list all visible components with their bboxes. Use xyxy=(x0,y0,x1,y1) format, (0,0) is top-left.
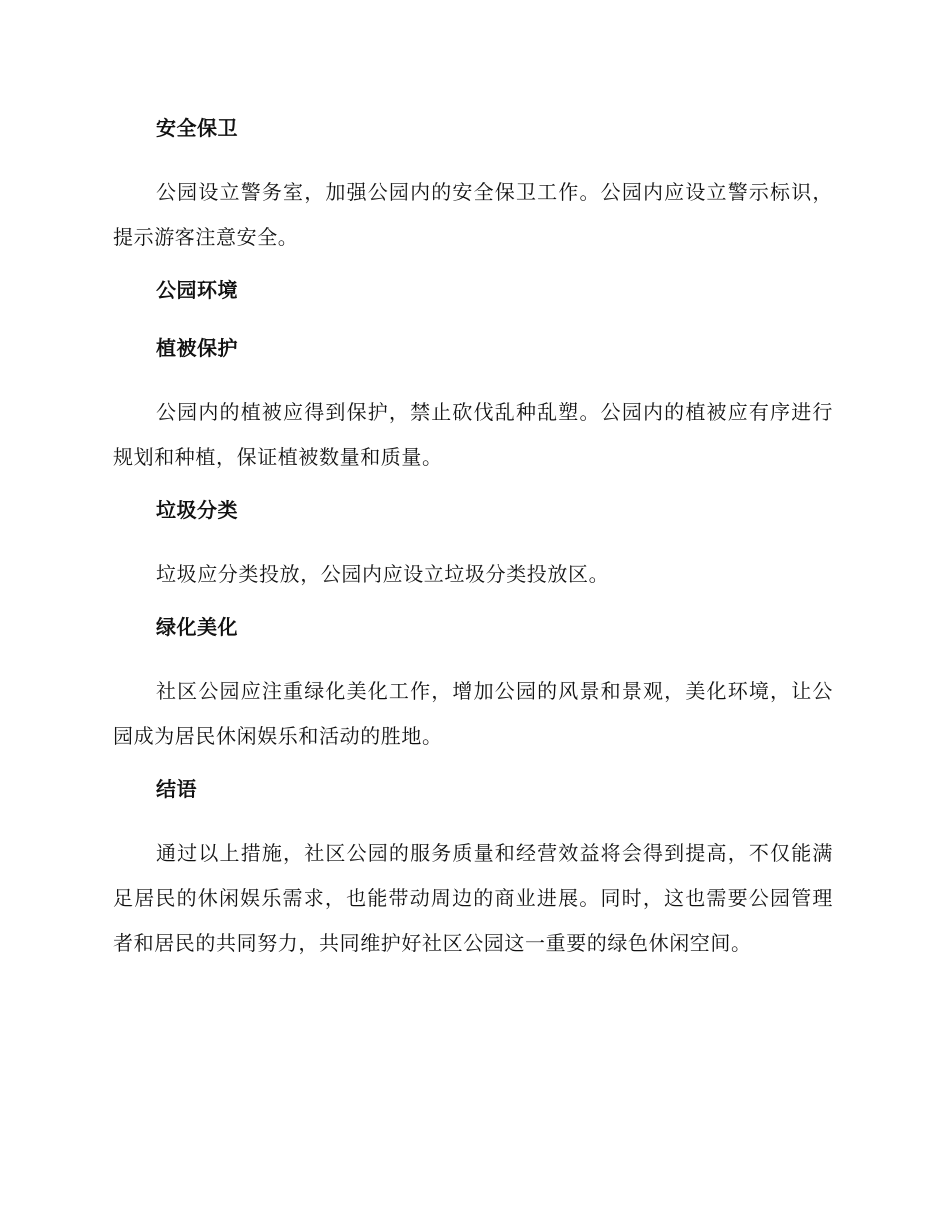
section-heading-greening: 绿化美化 xyxy=(156,615,238,639)
section-paragraph-greening: 社区公园应注重绿化美化工作，增加公园的风景和景观，美化环境，让公园成为居民休闲娱乐和活动的胜地。 xyxy=(113,679,833,748)
section-heading-garbage: 垃圾分类 xyxy=(156,498,238,522)
section-paragraph-security: 公园设立警务室，加强公园内的安全保卫工作。公园内应设立警示标识，提示游客注意安全。 xyxy=(113,180,833,249)
section-paragraph-garbage: 垃圾应分类投放，公园内应设立垃圾分类投放区。 xyxy=(156,562,610,586)
section-heading-vegetation: 植被保护 xyxy=(156,336,238,360)
section-heading-environment: 公园环境 xyxy=(156,278,238,302)
document-body xyxy=(113,112,833,980)
section-heading-security: 安全保卫 xyxy=(156,116,238,140)
section-paragraph-conclusion: 通过以上措施，社区公园的服务质量和经营效益将会得到提高，不仅能满足居民的休闲娱乐需求，也能带动周边的商业进展。同时，这也需要公园管理者和居民的共同努力，共同维护好社区公园这一重要的绿色休闲空间。 xyxy=(113,841,833,955)
section-heading-conclusion: 结语 xyxy=(156,777,197,801)
section-paragraph-vegetation: 公园内的植被应得到保护，禁止砍伐乱种乱塑。公园内的植被应有序进行规划和种植，保证植被数量和质量。 xyxy=(113,400,833,469)
